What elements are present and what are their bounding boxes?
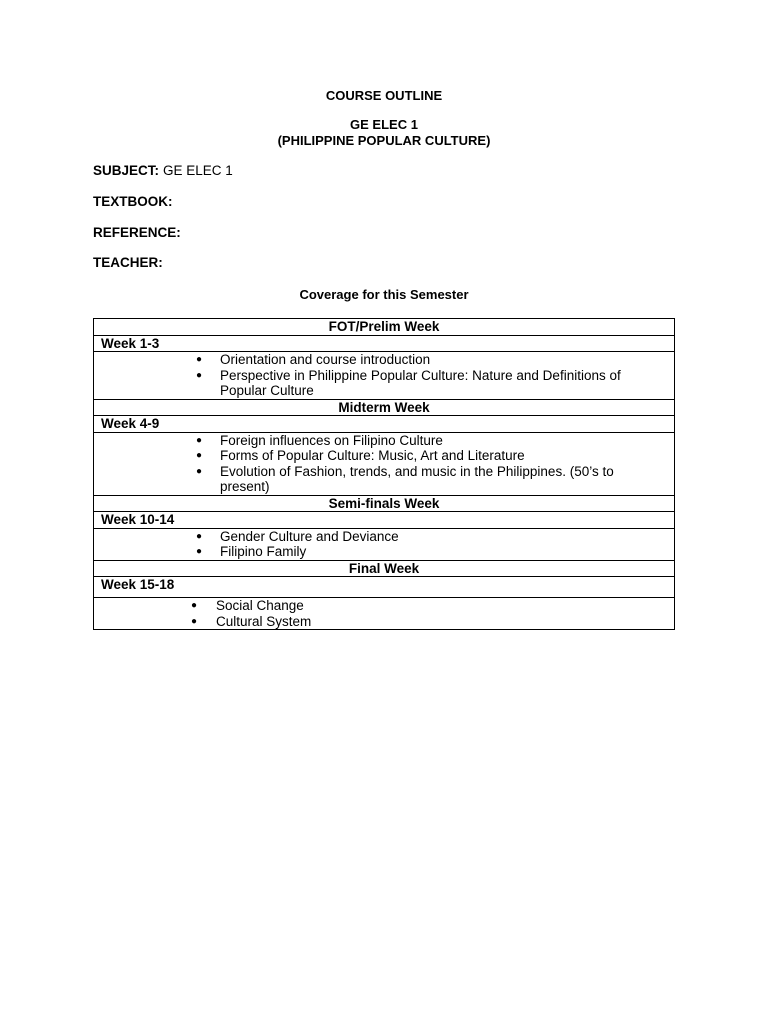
document-title: COURSE OUTLINE <box>325 88 443 103</box>
week-range: Week 10-14 <box>94 512 675 529</box>
period-header-row <box>94 319 675 336</box>
topic-list <box>94 529 674 560</box>
textbook-label: TEXTBOOK: <box>93 194 173 209</box>
bullet-icon: ● <box>196 434 203 446</box>
topic-item <box>196 367 644 399</box>
topic-item <box>196 432 644 449</box>
period-header-row <box>94 399 675 416</box>
topics-cell <box>94 528 675 560</box>
period-name: Midterm Week <box>94 399 675 416</box>
topic-item <box>196 352 644 368</box>
bullet-icon: ● <box>191 615 198 627</box>
topic-list <box>94 598 674 629</box>
topic-item <box>191 613 644 630</box>
period-name: FOT/Prelim Week <box>94 319 675 336</box>
reference-label: REFERENCE: <box>93 225 181 240</box>
topic-text: Social Change <box>216 598 304 613</box>
textbook-field <box>93 194 173 210</box>
bullet-icon: ● <box>196 354 203 365</box>
topics-cell <box>94 432 675 495</box>
topic-text: Forms of Popular Culture: Music, Art and Literature <box>220 448 525 463</box>
topic-item <box>196 544 644 560</box>
topic-list <box>94 433 674 495</box>
bullet-icon: ● <box>196 465 203 477</box>
topics-row <box>94 352 675 400</box>
period-header-row <box>94 560 675 577</box>
period-name: Final Week <box>94 560 675 577</box>
teacher-field <box>93 255 163 271</box>
coverage-table <box>93 318 675 630</box>
reference-field <box>93 225 181 241</box>
topic-list <box>94 352 674 399</box>
bullet-icon: ● <box>196 530 203 542</box>
coverage-heading: Coverage for this Semester <box>299 287 469 302</box>
period-name: Semi-finals Week <box>94 495 675 512</box>
topic-text: Gender Culture and Deviance <box>220 528 399 544</box>
topics-cell <box>94 352 675 400</box>
subject-value: GE ELEC 1 <box>163 163 233 178</box>
bullet-icon: ● <box>196 546 203 557</box>
bullet-icon: ● <box>196 450 203 461</box>
course-name-heading: (PHILIPPINE POPULAR CULTURE) <box>277 133 491 148</box>
week-range: Week 1-3 <box>94 335 675 352</box>
week-range-row <box>94 335 675 352</box>
topic-item <box>191 598 644 614</box>
topics-row <box>94 528 675 560</box>
period-header-row <box>94 495 675 512</box>
bullet-icon: ● <box>196 369 203 381</box>
subject-field <box>93 163 233 179</box>
topic-item <box>196 463 644 495</box>
topic-text: Filipino Family <box>220 544 307 559</box>
topics-cell <box>94 598 675 630</box>
week-range: Week 15-18 <box>94 577 675 598</box>
week-range-row <box>94 416 675 433</box>
topic-item <box>196 528 644 545</box>
teacher-label: TEACHER: <box>93 255 163 270</box>
topics-row <box>94 432 675 495</box>
course-code-heading: GE ELEC 1 <box>350 117 418 132</box>
week-range-row <box>94 577 675 598</box>
bullet-icon: ● <box>191 600 198 611</box>
subject-label: SUBJECT: <box>93 163 160 178</box>
week-range-row <box>94 512 675 529</box>
topics-row <box>94 598 675 630</box>
week-range: Week 4-9 <box>94 416 675 433</box>
topic-text: Foreign influences on Filipino Culture <box>220 432 443 448</box>
topic-text: Orientation and course introduction <box>220 352 431 367</box>
topic-text: Cultural System <box>216 613 312 629</box>
topic-text: Evolution of Fashion, trends, and music in the Philippines. (50’s to present) <box>220 463 614 494</box>
topic-item <box>196 448 644 464</box>
topic-text: Perspective in Philippine Popular Culture: Nature and Definitions of Popular Culture <box>220 367 621 398</box>
